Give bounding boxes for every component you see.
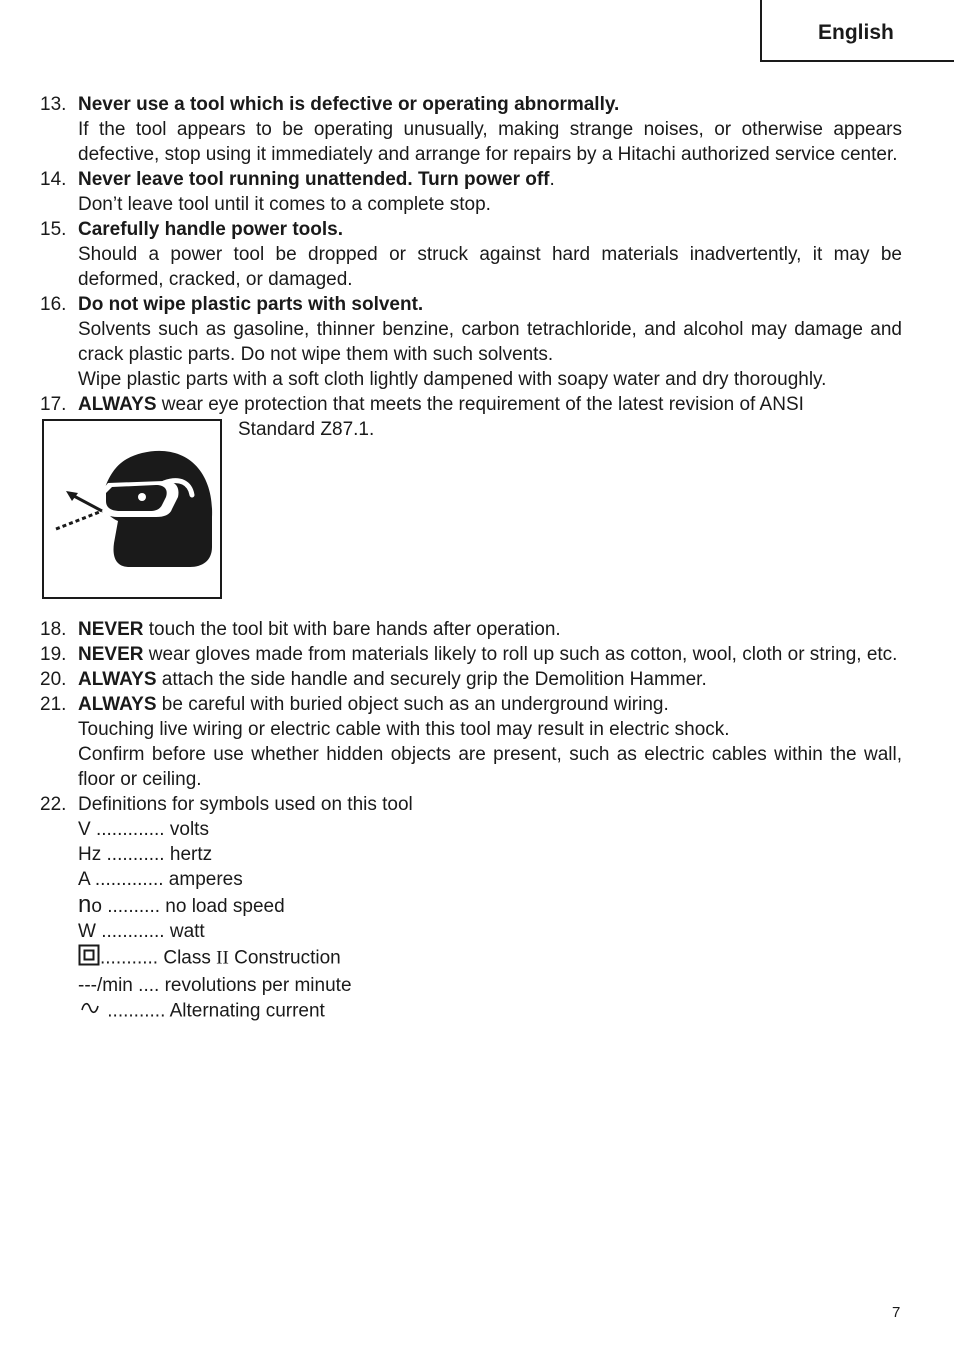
item-heading: Never leave tool running unattended. Turn power off	[78, 169, 550, 190]
item-number: 14.	[40, 169, 67, 190]
item-body: Touching live wiring or electric cable with this tool may result in electric shock.	[78, 719, 730, 740]
item-body: Solvents such as gasoline, thinner benzine, carbon tetrachloride, and alcohol may damage and crack plastic parts. Do not wipe them with such solvents.	[78, 319, 902, 365]
symbol-alternating-current: ........... Alternating current	[78, 998, 902, 1025]
item-number: 16.	[40, 294, 67, 315]
alternating-current-icon	[78, 998, 102, 1025]
symbol-hertz: Hz ........... hertz	[78, 844, 213, 865]
item-text: wear eye protection that meets the requirement of the latest revision of ANSI	[156, 394, 804, 415]
instruction-20	[40, 667, 902, 692]
symbol-amperes: A ............. amperes	[78, 869, 243, 890]
item-text: attach the side handle and securely grip the Demolition Hammer.	[156, 669, 707, 690]
item-text: touch the tool bit with bare hands after operation.	[143, 619, 561, 640]
page-number: 7	[892, 1304, 901, 1321]
item-lead: NEVER	[78, 619, 144, 640]
item-number: 20.	[40, 669, 67, 690]
eye-protection-figure	[40, 417, 902, 617]
item-text: be careful with buried object such as an underground wiring.	[156, 694, 669, 715]
item-number: 21.	[40, 694, 67, 715]
safety-instructions	[40, 92, 902, 1025]
item-body: Wipe plastic parts with a soft cloth lightly dampened with soapy water and dry thoroughly.	[78, 369, 827, 390]
language-tab	[760, 0, 954, 62]
instruction-18	[40, 617, 902, 642]
item-heading: Never use a tool which is defective or operating abnormally.	[78, 94, 620, 115]
item-body: Confirm before use whether hidden objects are present, such as electric cables within the wall, floor or ceiling.	[78, 744, 902, 790]
item-body: If the tool appears to be operating unusually, making strange noises, or otherwise appears defective, stop using it immediately and arrange for repairs by a Hitachi authorized service center.	[78, 119, 902, 165]
item-heading: Do not wipe plastic parts with solvent.	[78, 294, 424, 315]
instruction-15	[40, 217, 902, 292]
item-lead: NEVER	[78, 644, 144, 665]
item-lead: ALWAYS	[78, 669, 157, 690]
instruction-22	[40, 792, 902, 1025]
item-body: Don’t leave tool until it comes to a complete stop.	[78, 194, 491, 215]
item-number: 22.	[40, 794, 67, 815]
item-number: 15.	[40, 219, 67, 240]
item-text: wear gloves made from materials likely to roll up such as cotton, wool, cloth or string, etc.	[143, 644, 898, 665]
symbol-watt: W ............ watt	[78, 921, 205, 942]
symbol-rpm: ---/min .... revolutions per minute	[78, 975, 352, 996]
item-lead: ALWAYS	[78, 694, 157, 715]
instruction-13	[40, 92, 902, 167]
double-square-icon	[78, 944, 100, 973]
item-number: 18.	[40, 619, 67, 640]
symbol-volts: V ............. volts	[78, 819, 209, 840]
item-number: 17.	[40, 394, 67, 415]
symbol-class-ii: ........... Class II Construction	[78, 944, 902, 973]
eye-protection-icon	[42, 419, 222, 599]
item-heading: Carefully handle power tools.	[78, 219, 343, 240]
symbol-no-load-speed: no .......... no load speed	[78, 891, 285, 918]
item-continued-text: Standard Z87.1.	[238, 419, 375, 440]
item-lead: ALWAYS	[78, 394, 157, 415]
instruction-19	[40, 642, 902, 667]
item-number: 19.	[40, 644, 67, 665]
instruction-21	[40, 692, 902, 792]
item-heading: Definitions for symbols used on this tool	[78, 794, 413, 815]
language-label: English	[818, 21, 894, 44]
instruction-16	[40, 292, 902, 392]
item-number: 13.	[40, 94, 67, 115]
item-body: Should a power tool be dropped or struck against hard materials inadvertently, it may be deformed, cracked, or damaged.	[78, 244, 902, 290]
instruction-17	[40, 392, 902, 417]
instruction-14: 14. Never leave tool running unattended. Turn power off. Don’t leave tool until it comes to a complete stop.	[40, 167, 902, 217]
